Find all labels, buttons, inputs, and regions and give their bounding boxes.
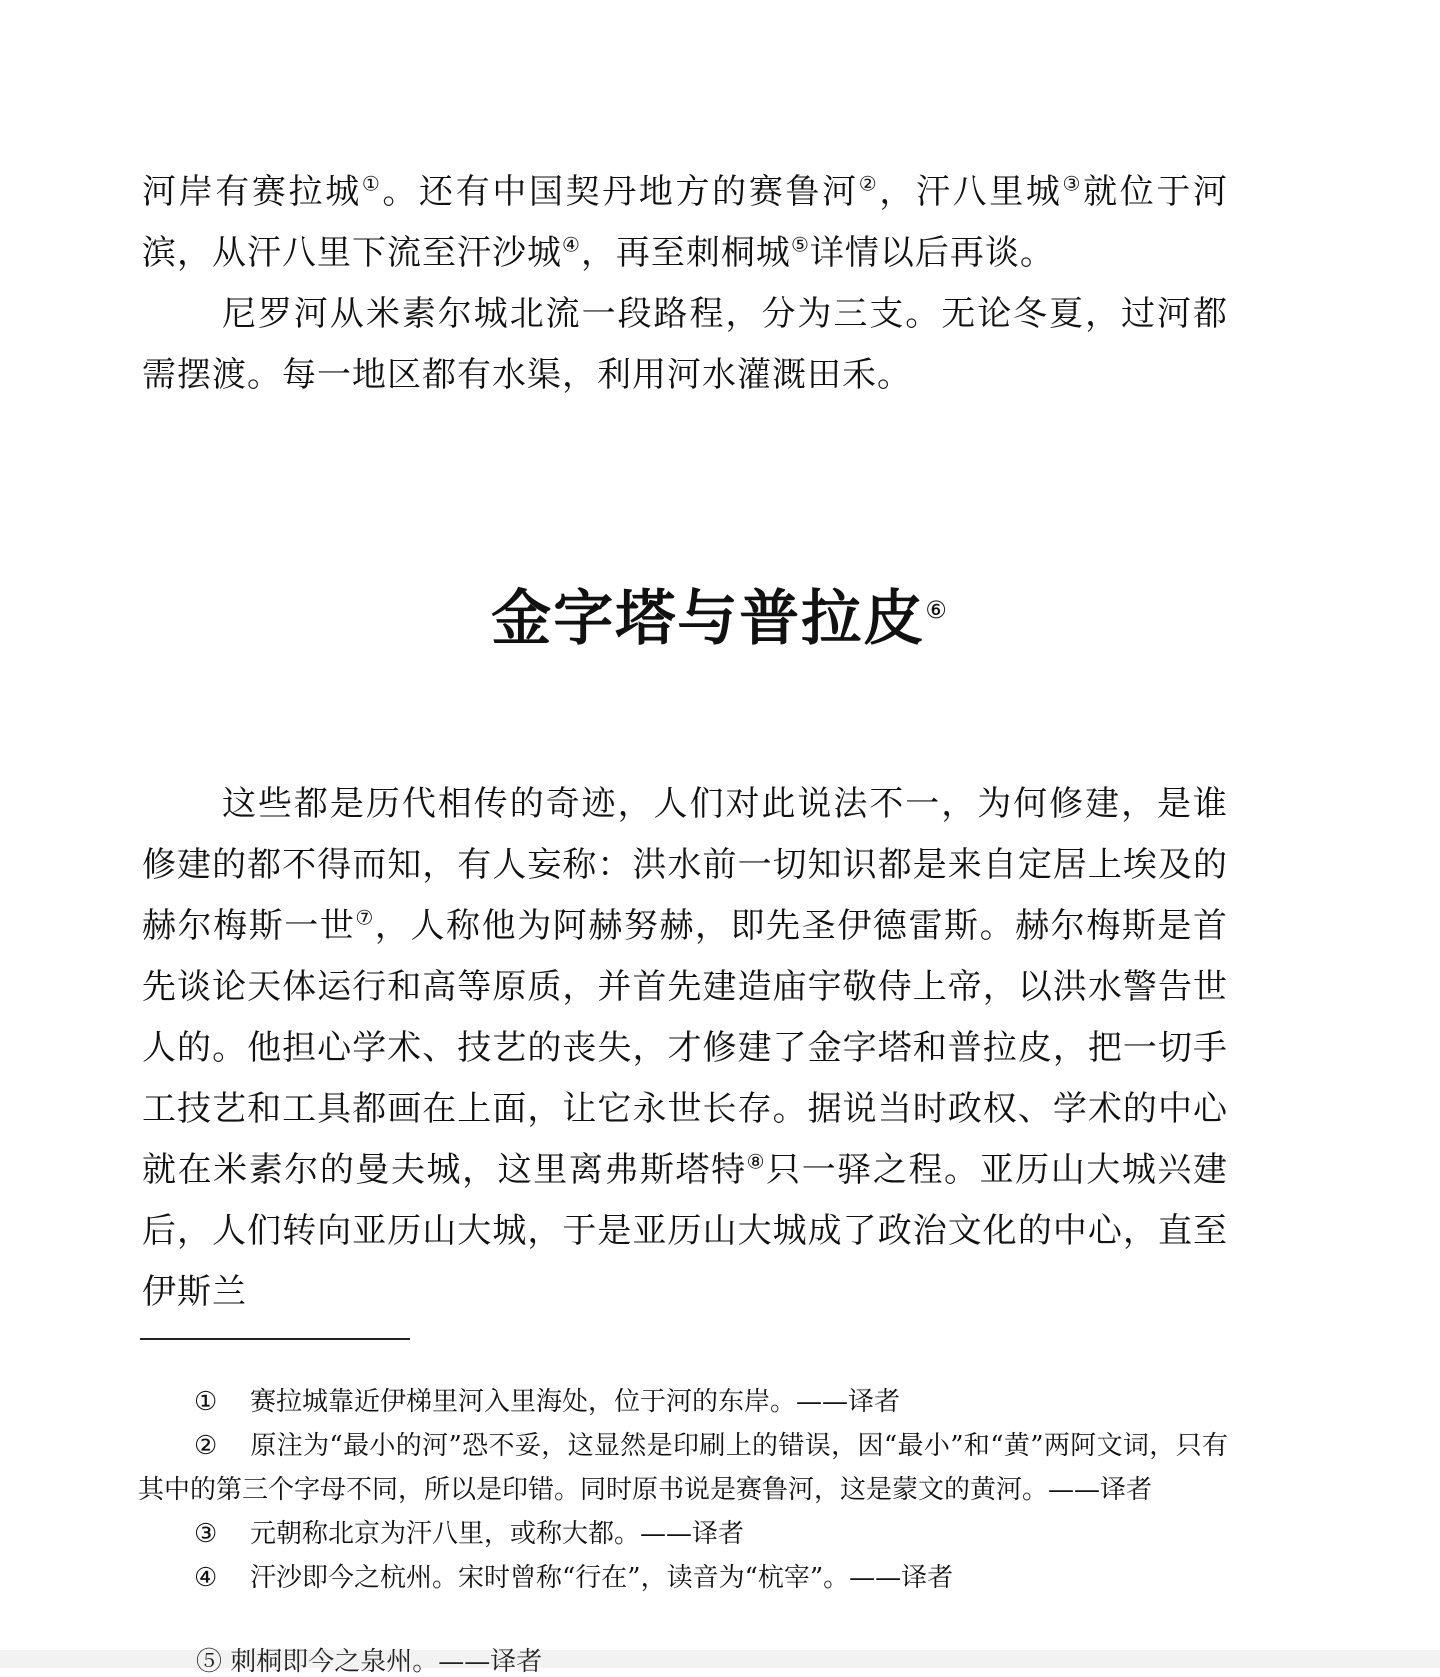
- footnote-ref-7[interactable]: ⑦: [355, 905, 375, 930]
- footnote-ref-3[interactable]: ③: [1062, 171, 1084, 196]
- footnote-5-clipped: ⑤ 刺桐即今之泉州。——译者: [196, 1647, 543, 1677]
- footnote-text: 赛拉城靠近伊梯里河入里海处，位于河的东岸。——译者: [250, 1387, 901, 1417]
- footnote-ref-1[interactable]: ①: [361, 171, 383, 196]
- footnote-1: [138, 1380, 1228, 1424]
- text-run: ，人称他为阿赫努赫，即先圣伊德雷斯。赫尔梅斯是首先谈论天体运行和高等原质，并首先建造庙宇敬侍上帝，以洪水警告世人的。他担心学术、技艺的丧失，才修建了金字塔和普拉皮，把一切手工技艺和工具都画在上面，让它永世长存。据说当时政权、学术的中心就在米素尔的曼夫城，这里离弗斯塔特: [142, 906, 1229, 1190]
- heading-title: 金字塔与普拉皮: [491, 584, 926, 654]
- footnote-ref-5[interactable]: ⑤: [790, 232, 810, 257]
- text-run: ，再至刺桐城: [580, 233, 791, 273]
- footnote-mark: ①: [194, 1387, 218, 1417]
- text-run: 河岸有赛拉城: [142, 172, 362, 212]
- footnote-text: 原注为“最小的河”恐不妥，这显然是印刷上的错误，因“最小”和“黄”两阿文词，只有其中的第三个字母不同，所以是印错。同时原书说是赛鲁河，这是蒙文的黄河。——译者: [138, 1431, 1228, 1505]
- paragraph-nile: 尼罗河从米素尔城北流一段路程，分为三支。无论冬夏，过河都需摆渡。每一地区都有水渠，利用河水灌溉田禾。: [142, 294, 1228, 395]
- paragraph-continued: [142, 162, 1228, 284]
- footnote-4: [138, 1556, 1228, 1600]
- footnote-ref-6[interactable]: ⑥: [925, 596, 949, 624]
- top-text-block: [142, 162, 1228, 406]
- footnote-divider: [140, 1338, 410, 1340]
- footnote-mark: ②: [194, 1431, 218, 1461]
- footnote-ref-2[interactable]: ②: [858, 171, 880, 196]
- footnotes: [138, 1380, 1228, 1600]
- section-heading: [0, 574, 1440, 664]
- text-run: 详情以后再谈。: [809, 233, 1055, 273]
- main-text-block: [142, 774, 1228, 1323]
- footnote-text: 汗沙即今之杭州。宋时曾称“行在”，读音为“杭宰”。——译者: [250, 1563, 954, 1593]
- footnote-ref-8[interactable]: ⑧: [746, 1149, 767, 1174]
- text-run: ，汗八里城: [879, 172, 1063, 212]
- footnote-mark: ④: [194, 1563, 218, 1593]
- footnote-mark: ③: [194, 1519, 218, 1549]
- text-run: 只一驿之程。亚历山大城兴建后，人们转向亚历山大城，于是亚历山大城成了政治文化的中心，直至伊斯兰: [142, 1150, 1228, 1312]
- text-run: 就位于河滨，从汗八里下流至汗沙城: [142, 172, 1229, 273]
- paragraph-pyramids: [142, 774, 1228, 1323]
- footnote-text: 元朝称北京为汗八里，或称大都。——译者: [250, 1519, 745, 1549]
- text-run: 这些都是历代相传的奇迹，人们对此说法不一，为何修建，是谁修建的都不得而知，有人妄称：洪水前一切知识都是来自定居上埃及的赫尔梅斯一世: [142, 784, 1228, 946]
- footnote-ref-4[interactable]: ④: [562, 232, 581, 257]
- text-run: 。还有中国契丹地方的赛鲁河: [382, 172, 859, 212]
- footnote-3: [138, 1512, 1228, 1556]
- footnote-2: [138, 1424, 1228, 1512]
